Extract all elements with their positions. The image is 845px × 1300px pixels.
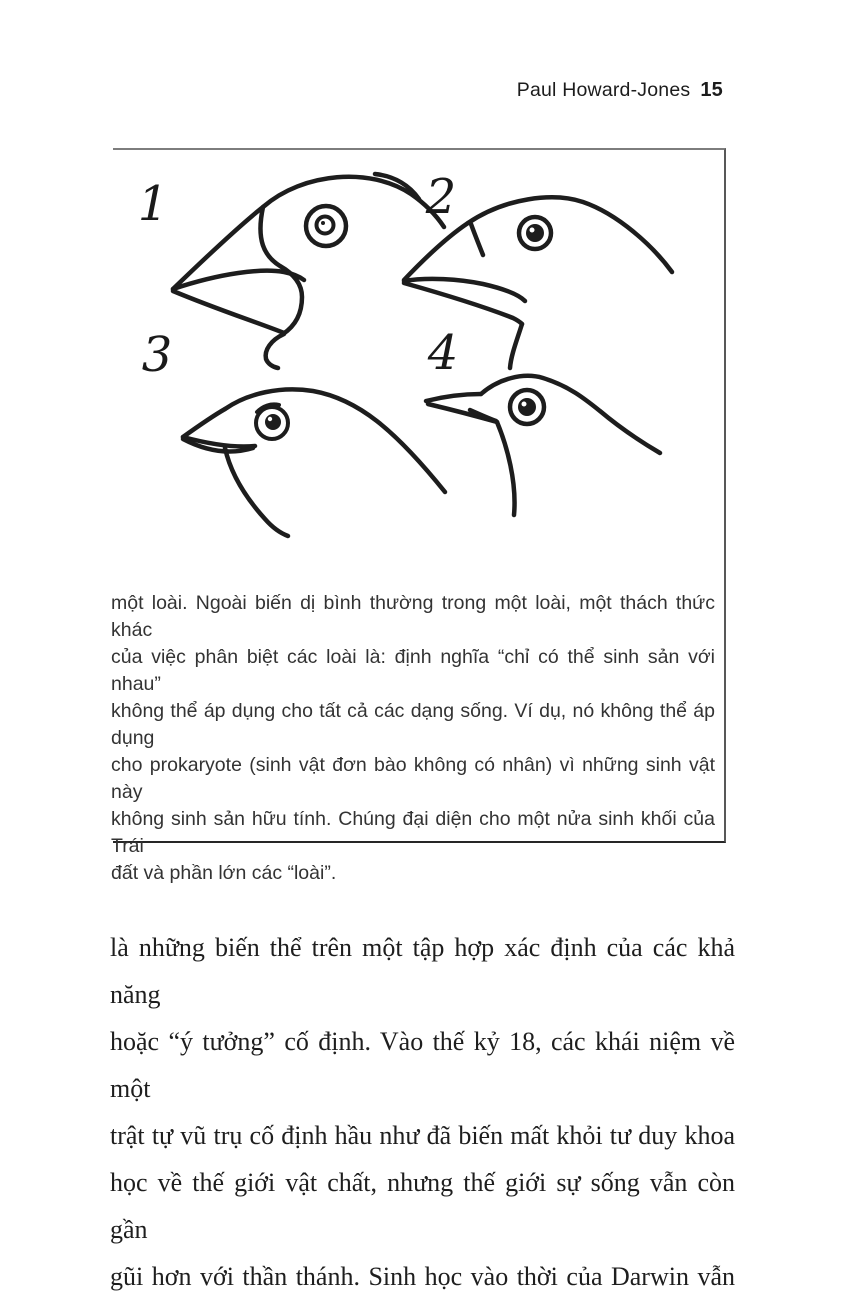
finch2-breast <box>510 324 522 368</box>
finch2-beak-top <box>404 223 468 280</box>
caption-line: không sinh sản hữu tính. Chúng đại diện cho một nửa sinh khối của Trái <box>111 808 715 857</box>
finch1-commissure <box>173 271 304 289</box>
finch-figure-box <box>111 148 726 884</box>
body-line: học về thế giới vật chất, nhưng thế giới sự sống vẫn còn gần <box>110 1168 735 1244</box>
finch1-breast <box>266 334 284 368</box>
finch-label-2: 2 <box>425 169 457 225</box>
page-header <box>517 79 723 102</box>
finch4-beak-top <box>426 394 481 401</box>
page-number: 15 <box>700 79 723 101</box>
caption-line: không thể áp dụng cho tất cả các dạng sống. Ví dụ, nó không thể áp dụng <box>111 700 715 749</box>
finch-head-1 <box>138 174 444 368</box>
body-line: là những biến thể trên một tập hợp xác định của các khả năng <box>110 933 735 1009</box>
finch-label-3: 3 <box>141 327 173 383</box>
finch-eye-2 <box>519 217 551 249</box>
finch3-beak-top <box>183 409 225 437</box>
finch2-crown <box>468 197 672 272</box>
finch2-face-line <box>471 224 483 255</box>
finch-eye-4 <box>510 390 544 424</box>
body-line: hoặc “ý tưởng” cố định. Vào thế kỷ 18, các khái niệm về một <box>110 1027 735 1103</box>
finch-head-3 <box>142 327 445 536</box>
finch1-crown <box>263 177 444 227</box>
finch-label-4: 4 <box>427 325 459 381</box>
finch-sketch <box>113 150 726 590</box>
caption-line: cho prokaryote (sinh vật đơn bào không có nhân) vì những sinh vật này <box>111 754 715 803</box>
finch4-breast <box>497 422 515 515</box>
caption-line: một loài. Ngoài biến dị bình thường trong một loài, một thách thức khác <box>111 592 715 641</box>
body-line: trật tự vũ trụ cố định hầu như đã biến mất khỏi tư duy khoa <box>110 1121 735 1150</box>
finch3-jaw-breast <box>225 448 288 536</box>
running-head-author: Paul Howard-Jones <box>516 79 691 101</box>
figure-caption <box>111 590 715 887</box>
finch-eye-3 <box>256 404 288 439</box>
body-text <box>110 924 735 1300</box>
body-line: gũi hơn với thần thánh. Sinh học vào thời của Darwin vẫn <box>110 1262 735 1291</box>
caption-line: của việc phân biệt các loài là: định nghĩa “chỉ có thể sinh sản với nhau” <box>111 646 715 695</box>
caption-line: đất và phần lớn các “loài”. <box>111 862 337 884</box>
finch1-beak-bottom <box>173 291 284 333</box>
finch-eye-1 <box>306 206 346 246</box>
finch3-crown-back <box>225 389 445 492</box>
finch-head-4 <box>426 325 660 515</box>
finch4-crown <box>481 376 660 453</box>
finch-label-1: 1 <box>137 176 169 232</box>
